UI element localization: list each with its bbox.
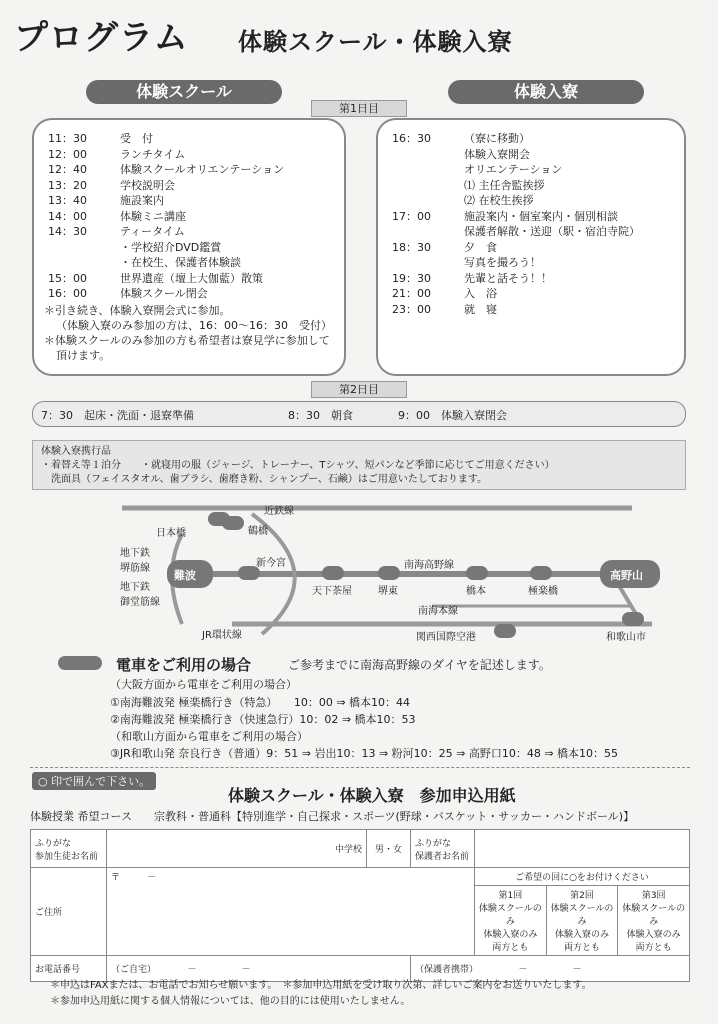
line-label: 近鉄線 <box>264 506 294 517</box>
schedule-event: 体験ミニ講座 <box>120 209 186 223</box>
school-note: ＊引き続き、体験入寮開会式に参加。 <box>44 304 231 317</box>
page-subtitle: 体験スクール・体験入寮 <box>238 28 513 56</box>
postal-mark: 〒 － <box>111 873 157 883</box>
schedule-event: ⑵ 在校生挨拶 <box>464 194 534 207</box>
station-label-namba: 難波 <box>174 569 196 582</box>
route-map-lines <box>32 494 686 654</box>
form-school-suffix: 中学校 <box>334 845 362 855</box>
schedule-event: ・在校生、保護者体験談 <box>120 256 241 269</box>
station-label: 日本橋 <box>156 528 186 539</box>
school-note: 頂けます。 <box>56 349 111 362</box>
guardian-name-field[interactable] <box>475 830 690 868</box>
day2-schedule <box>32 401 686 427</box>
schedule-time: 23：00 <box>392 302 431 316</box>
schedule-event: 学校説明会 <box>120 178 175 192</box>
line-label: 地下鉄 御堂筋線 <box>120 582 160 608</box>
day2-item: 8：30 朝食 <box>288 409 353 422</box>
schedule-time: 12：00 <box>48 147 87 161</box>
schedule-event: 写真を撮ろう！ <box>464 256 541 269</box>
schedule-event: ランチタイム <box>120 147 186 161</box>
schedule-row <box>48 285 208 301</box>
schedule-row <box>392 285 497 301</box>
form-label-guardian: ふりがな 保護者お名前 <box>411 830 475 868</box>
schedule-row <box>392 223 640 239</box>
round-3-choices: 体験スクールのみ 体験入寮のみ 両方とも <box>622 904 686 953</box>
schedule-event: 世界遺産（壇上大伽藍）散策 <box>120 271 263 285</box>
train-heading: 電車をご利用の場合 <box>116 656 252 674</box>
schedule-row <box>48 208 186 224</box>
schedule-event: （寮に移動） <box>464 132 530 145</box>
address-field[interactable] <box>107 868 475 956</box>
round-1-choices: 体験スクールのみ 体験入寮のみ 両方とも <box>478 904 542 953</box>
train-row: ①南海難波発 極楽橋行き（特急） 10：00 ⇒ 橋本10：44 <box>110 696 411 709</box>
bring-items-line: 洗面具（フェイスタオル、歯ブラシ、歯磨き粉、シャンプー、石鹸）はご用意いたしております。 <box>41 474 488 485</box>
day2-badge: 第2日目 <box>311 381 407 398</box>
train-row: （和歌山方面から電車をご利用の場合） <box>110 730 308 743</box>
station-dot <box>322 566 344 580</box>
schedule-event: 体験スクール閉会 <box>120 287 208 300</box>
schedule-event: ティータイム <box>120 225 185 238</box>
schedule-event: 夕 食 <box>464 240 497 254</box>
schedule-row <box>48 130 153 146</box>
schedule-row <box>48 177 175 193</box>
station-label: 和歌山市 <box>606 632 646 643</box>
schedule-event: 体験スクールオリエンテーション <box>120 163 285 176</box>
round-3-option[interactable] <box>618 886 689 955</box>
line-label: JR環状線 <box>202 630 242 641</box>
schedule-row <box>48 223 185 239</box>
station-dot <box>378 566 400 580</box>
cut-line <box>30 767 690 768</box>
station-dot <box>466 566 488 580</box>
schedule-time: 13：20 <box>48 178 87 192</box>
footnote: ＊参加申込用紙に関する個人情報については、他の目的には使用いたしません。 <box>50 996 411 1007</box>
day2-item: 9：00 体験入寮閉会 <box>398 409 507 422</box>
form-label-phone: お電話番号 <box>31 956 107 982</box>
line-label: 南海本線 <box>418 606 458 617</box>
schedule-time: 16：00 <box>48 287 87 300</box>
schedule-time: 15：00 <box>48 271 87 285</box>
round-2-label: 第2回 <box>570 891 594 901</box>
bring-items-title: 体験入寮携行品 <box>41 446 111 457</box>
schedule-row <box>392 208 618 224</box>
schedule-time: 14：30 <box>48 225 87 238</box>
schedule-row <box>392 146 530 162</box>
station-label: 橋本 <box>466 586 486 597</box>
schedule-time: 14：00 <box>48 209 87 223</box>
line-label: 地下鉄 堺筋線 <box>120 548 150 574</box>
schedule-time: 16：30 <box>392 132 431 145</box>
home-phone-field[interactable]: （ご自宅） － － <box>107 956 411 982</box>
schedule-event: ・学校紹介DVD鑑賞 <box>120 240 222 254</box>
station-label-koyasan: 高野山 <box>610 569 643 582</box>
round-select-cell <box>475 868 690 956</box>
station-dot <box>222 516 244 530</box>
schedule-time: 11：30 <box>48 132 87 145</box>
round-note: ご希望の回に○をお付けください <box>475 868 689 886</box>
schedule-event: 先輩と話そう！！ <box>464 271 552 285</box>
schedule-time: 17：00 <box>392 209 431 223</box>
school-note: （体験入寮のみ参加の方は、16：00～16：30 受付） <box>56 319 332 332</box>
footnote: ＊申込はFAXまたは、お電話でお知らせ願います。 ＊参加申込用紙を受け取り次第、詳しいご案内をお送りいたします。 <box>50 980 592 991</box>
schedule-event: 体験入寮開会 <box>464 147 530 161</box>
schedule-row <box>392 270 552 286</box>
form-course-label: 体験授業 希望コース 宗教科・普通科【特別進学・自己探求・スポーツ(野球・バスケット・サッカー・ハンドボール)】 <box>30 810 635 823</box>
train-heading-note: ご参考までに南海高野線のダイヤを記述します。 <box>288 658 551 672</box>
schedule-event: 入 浴 <box>464 287 497 300</box>
round-1-label: 第1回 <box>498 891 523 901</box>
round-2-option[interactable] <box>547 886 619 955</box>
schedule-row <box>48 146 185 162</box>
schedule-event: 保護者解散・送迎（駅・宿泊寺院） <box>464 225 640 238</box>
form-instruction-tag: ○ 印で囲んで下さい。 <box>32 772 156 790</box>
schedule-row <box>392 239 497 255</box>
station-label: 新今宮 <box>256 558 286 569</box>
school-note: ＊体験スクールのみ参加の方も希望者は寮見学に参加して <box>44 334 330 347</box>
schedule-event: 就 寝 <box>464 302 497 316</box>
schedule-row <box>48 192 164 208</box>
line-label: 南海高野線 <box>404 560 454 571</box>
schedule-event: ⑴ 主任舎監挨拶 <box>464 178 545 192</box>
bring-items-line: ・着替え等１泊分 ・就寝用の服（ジャージ、トレーナー、Tシャツ、短パンなど季節に応じてご用意ください） <box>41 460 555 471</box>
page-title: プログラム <box>14 18 189 58</box>
schedule-time: 18：30 <box>392 240 431 254</box>
round-3-label: 第3回 <box>641 891 666 901</box>
schedule-row <box>392 161 562 177</box>
round-1-option[interactable] <box>475 886 547 955</box>
student-name-field[interactable] <box>107 830 367 868</box>
station-dot <box>622 612 644 626</box>
schedule-time: 21：00 <box>392 287 431 300</box>
schedule-row <box>392 192 534 208</box>
dorm-schedule-box <box>376 118 686 376</box>
schedule-time: 12：40 <box>48 163 87 176</box>
form-label-student: ふりがな 参加生徒お名前 <box>31 830 107 868</box>
station-dot <box>530 566 552 580</box>
dorm-section-label: 体験入寮 <box>448 80 644 104</box>
day1-badge: 第1日目 <box>311 100 407 117</box>
schedule-row <box>392 177 545 193</box>
station-label: 鶴橋 <box>248 526 268 537</box>
form-title: 体験スクール・体験入寮 参加申込用紙 <box>228 786 516 805</box>
train-row: ③JR和歌山発 奈良行き（普通）9：51 ⇒ 岩出10：13 ⇒ 粉河10：25 ⇒ 高野口10：48 ⇒ 橋本10：55 <box>110 747 619 760</box>
round-2-choices: 体験スクールのみ 体験入寮のみ 両方とも <box>550 904 614 953</box>
route-map <box>32 494 686 654</box>
schedule-time: 19：30 <box>392 271 431 285</box>
train-row: ②南海難波発 極楽橋行き（快速急行）10：02 ⇒ 橋本10：53 <box>110 713 416 726</box>
station-label: 堺東 <box>378 586 398 597</box>
train-row: （大阪方面から電車をご利用の場合） <box>110 678 297 691</box>
schedule-row <box>392 301 497 317</box>
train-marker <box>58 656 102 670</box>
schedule-row <box>48 161 284 177</box>
station-label: 関西国際空港 <box>416 632 476 643</box>
schedule-event: 受 付 <box>120 132 153 145</box>
station-label: 極楽橋 <box>528 586 558 597</box>
bring-items-box <box>32 440 686 490</box>
schedule-row <box>48 254 241 270</box>
schedule-row <box>48 239 221 255</box>
mobile-phone-field[interactable]: （保護者携帯） － － <box>411 956 690 982</box>
station-label: 天下茶屋 <box>312 586 352 597</box>
schedule-time: 13：40 <box>48 194 87 207</box>
station-dot <box>494 624 516 638</box>
schedule-row <box>392 254 541 270</box>
form-label-address: ご住所 <box>31 868 107 956</box>
schedule-event: 施設案内・個室案内・個別相談 <box>464 209 618 223</box>
schedule-event: 施設案内 <box>120 194 164 207</box>
schedule-row <box>392 130 530 146</box>
school-section-label: 体験スクール <box>86 80 282 104</box>
schedule-row <box>48 270 263 286</box>
day2-item: 7：30 起床・洗面・退寮準備 <box>41 409 194 422</box>
gender-field[interactable]: 男・女 <box>367 830 411 868</box>
application-form <box>30 829 690 982</box>
school-schedule-box <box>32 118 346 376</box>
schedule-event: オリエンテーション <box>464 163 563 176</box>
